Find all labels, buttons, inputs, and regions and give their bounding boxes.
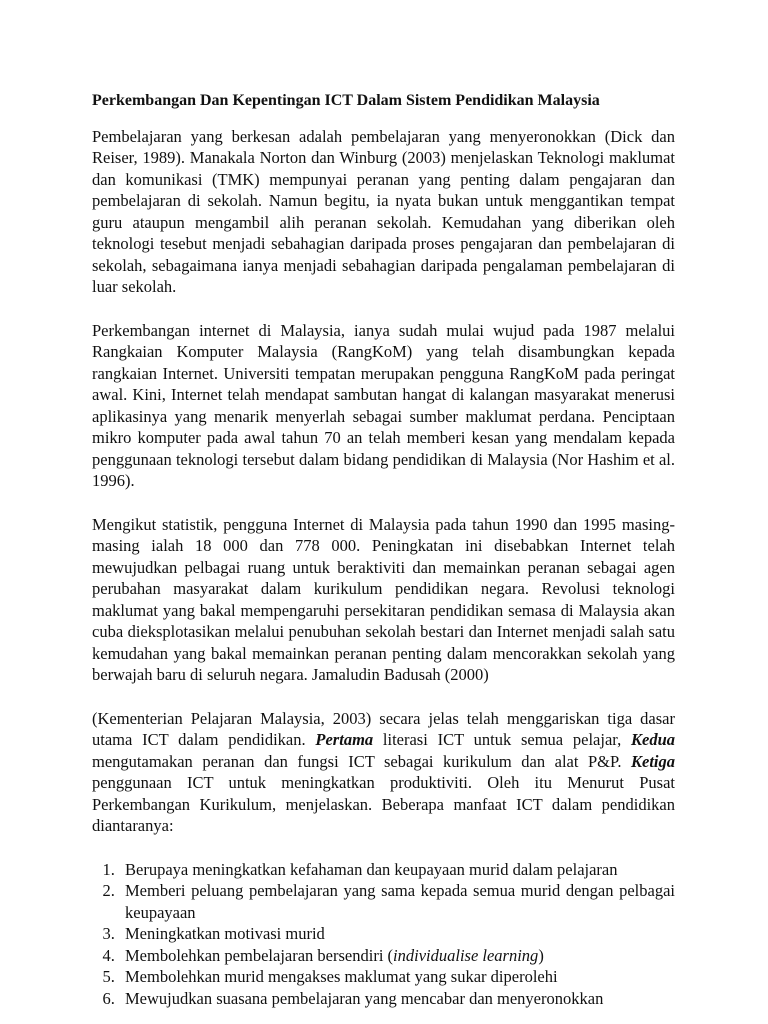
list-item: 2. Memberi peluang pembelajaran yang sama kepada semua murid dengan pelbagai keupayaan: [119, 880, 675, 923]
list-item-italic-term: individualise learning: [393, 945, 539, 965]
list-item: [119, 945, 675, 967]
list-item: 6. Mewujudkan suasana pembelajaran yang mencabar dan menyeronokkan: [119, 988, 675, 1010]
list-item: 5. Membolehkan murid mengakses maklumat yang sukar diperolehi: [119, 966, 675, 988]
paragraph-3: Mengikut statistik, pengguna Internet di Malaysia pada tahun 1990 dan 1995 masing-masing ialah 18 000 dan 778 000. Peningkatan ini disebabkan Internet telah mewujudkan pelbagai ruang untuk beraktiviti dan memainkan peranan sebagai agen perubahan masyarakat dalam kurikulum pendidikan negara. Revolusi teknologi maklumat yang bakal mempengaruhi persekitaran pendidikan semasa di Malaysia akan cuba dieksplotasikan melalui penubuhan sekolah bestari dan Internet menjadi salah satu kemudahan yang bakal memainkan peranan penting dalam mencorakkan sekolah yang berwajah baru di seluruh negara. Jamaludin Badusah (2000): [92, 514, 675, 684]
paragraph-4-text-3: mengutamakan peranan dan fungsi ICT sebagai kurikulum dan alat P&P.: [92, 751, 631, 771]
paragraph-1: Pembelajaran yang berkesan adalah pembelajaran yang menyeronokkan (Dick dan Reiser, 1989). Manakala Norton dan Winburg (2003) menjelaskan Teknologi maklumat dan komunikasi (TMK) mempunyai peranan yang penting dalam pengajaran dan pembelajaran di sekolah. Namun begitu, ia nyata bukan untuk menggantikan tempat guru ataupun mengambil alih peranan sekolah. Kemudahan yang diberikan oleh teknologi tesebut menjadi sebahagian daripada proses pengajaran dan pembelajaran di sekolah, sebagaimana ianya menjadi sebahagian daripada pengalaman pembelajaran di luar sekolah.: [92, 126, 675, 296]
benefits-list: [92, 859, 675, 1010]
paragraph-4-text-2: literasi ICT untuk semua pelajar,: [373, 730, 631, 749]
list-item: 3. Meningkatkan motivasi murid: [119, 923, 675, 945]
paragraph-4-text-1: (Kementerian Pelajaran Malaysia, 2003) secara jelas telah menggariskan tiga dasar utama ICT dalam pendidikan.: [92, 708, 675, 749]
document-page: [92, 90, 675, 1009]
paragraph-4: [92, 708, 675, 837]
list-item-text: ): [538, 945, 544, 965]
pertama-emphasis: Pertama: [315, 730, 374, 749]
kedua-emphasis: Kedua: [631, 730, 676, 749]
paragraph-2: Perkembangan internet di Malaysia, ianya sudah mulai wujud pada 1987 melalui Rangkaian Komputer Malaysia (RangKoM) yang telah disambungkan kepada rangkaian Internet. Universiti tempatan merupakan pengguna RangKoM pada peringat awal. Kini, Internet telah mendapat sambutan hangat di kalangan masyarakat menerusi aplikasinya yang menarik menyerlah sebagai sumber maklumat perdana. Penciptaan mikro komputer pada awal tahun 70 an telah memberi kesan yang mendalam kepada penggunaan teknologi tersebut dalam bidang pendidikan di Malaysia (Nor Hashim et al. 1996).: [92, 320, 675, 490]
paragraph-4-text-4: penggunaan ICT untuk meningkatkan produktiviti. Oleh itu Menurut Pusat Perkembangan Kurikulum, menjelaskan. Beberapa manfaat ICT dalam pendidikan diantaranya:: [92, 773, 675, 835]
list-item: 1. Berupaya meningkatkan kefahaman dan keupayaan murid dalam pelajaran: [119, 859, 675, 881]
ketiga-emphasis: Ketiga: [631, 751, 675, 771]
document-title: Perkembangan Dan Kepentingan ICT Dalam Sistem Pendidikan Malaysia: [92, 92, 600, 109]
list-item-text: Membolehkan pembelajaran bersendiri (: [125, 945, 394, 965]
